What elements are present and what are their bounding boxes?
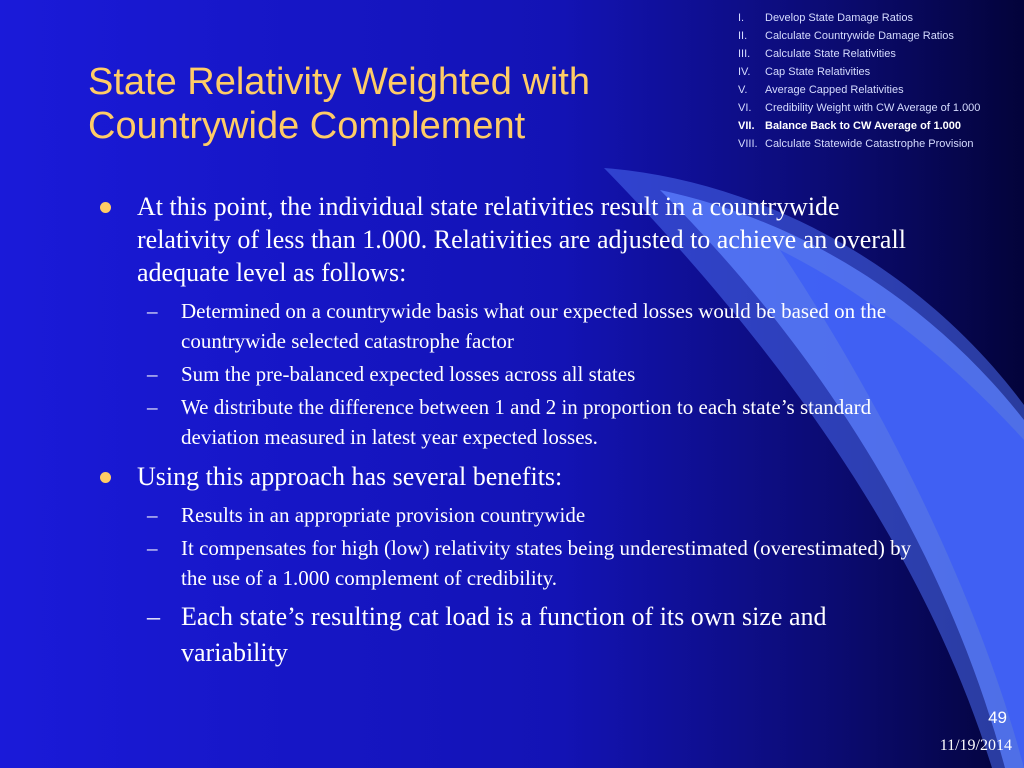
agenda-list: [738, 12, 1010, 156]
bullet-dot-icon: [100, 202, 111, 213]
dash-icon: –: [147, 299, 158, 323]
title-line-2: Countrywide Complement: [88, 105, 526, 147]
sub-bullet: – Determined on a countrywide basis what our expected losses would be based on the countrywide selected catastrophe factor: [100, 296, 930, 356]
sub-bullet: – Results in an appropriate provision countrywide: [100, 500, 930, 530]
agenda-item: IV. Cap State Relativities: [738, 66, 871, 78]
agenda-item: III. Calculate State Relativities: [738, 48, 896, 60]
bullet-dot-icon: [100, 472, 111, 483]
sub-bullet: – We distribute the difference between 1 and 2 in proportion to each state’s standard deviation measured in latest year expected losses.: [100, 392, 930, 452]
page-number: 49: [988, 708, 1007, 727]
agenda-item: VI. Credibility Weight with CW Average of 1.000: [738, 102, 981, 114]
agenda-item: I. Develop State Damage Ratios: [738, 12, 913, 24]
dash-icon: –: [147, 362, 158, 386]
bullet-point: [100, 460, 930, 493]
dash-icon: –: [147, 536, 158, 560]
slide-title: [88, 60, 728, 148]
sub-bullet-list: [100, 500, 930, 671]
bullet-point: [100, 190, 930, 289]
sub-bullet: – It compensates for high (low) relativity states being underestimated (overestimated) by the use of a 1.000 complement of credibility.: [100, 533, 930, 593]
sub-bullet: – Each state’s resulting cat load is a function of its own size and variability: [100, 599, 930, 671]
bullet-text: At this point, the individual state relativities result in a countrywide relativity of less than 1.000. Relativities are adjusted to achieve an overall adequate level as follows:: [137, 192, 906, 287]
agenda-item: VIII. Calculate Statewide Catastrophe Provision: [738, 138, 974, 150]
dash-icon: –: [147, 503, 158, 527]
agenda-item: V. Average Capped Relativities: [738, 84, 904, 96]
agenda-item: II. Calculate Countrywide Damage Ratios: [738, 30, 954, 42]
sub-bullet: – Sum the pre-balanced expected losses across all states: [100, 359, 930, 389]
sub-bullet-list: [100, 296, 930, 452]
bullet-text: Using this approach has several benefits:: [137, 462, 563, 491]
dash-icon: –: [147, 395, 158, 419]
slide-body: [100, 190, 930, 675]
agenda-item-current: VII. Balance Back to CW Average of 1.000: [738, 120, 962, 132]
slide-date: 11/19/2014: [939, 737, 1012, 754]
title-line-1: State Relativity Weighted with: [88, 61, 590, 103]
dash-icon: –: [147, 602, 160, 631]
